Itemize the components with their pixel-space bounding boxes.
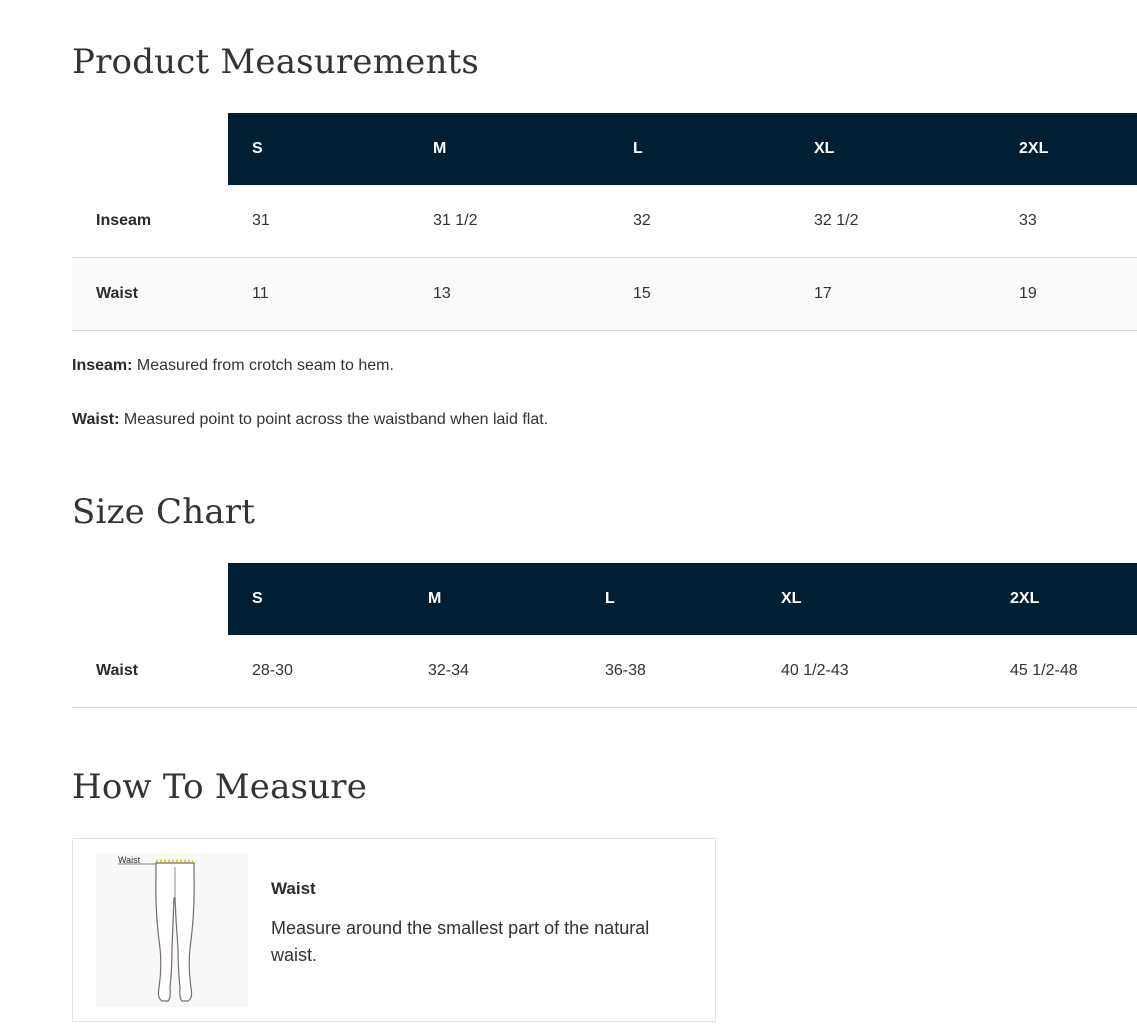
- note-term: Inseam:: [72, 357, 133, 374]
- table-cell: 40 1/2-43: [757, 635, 986, 708]
- row-label-waist: Waist: [72, 258, 228, 331]
- note-text: Measured point to point across the waistband when laid flat.: [123, 411, 549, 428]
- size-header-2xl: 2XL: [986, 563, 1137, 635]
- size-header-2xl: 2XL: [995, 113, 1137, 185]
- table-cell: 19: [995, 258, 1137, 331]
- table-cell: 13: [409, 258, 609, 331]
- size-chart-table: [72, 563, 1137, 708]
- size-header-s: S: [228, 113, 409, 185]
- size-header-m: M: [409, 113, 609, 185]
- inseam-note: [72, 357, 394, 375]
- table-row-waist: [72, 258, 1137, 331]
- measure-card-waist: [72, 838, 716, 1022]
- size-header-xl: XL: [790, 113, 995, 185]
- table-cell: 45 1/2-48: [986, 635, 1137, 708]
- table-cell: 17: [790, 258, 995, 331]
- table-cell: 36-38: [581, 635, 757, 708]
- table-cell: 33: [995, 185, 1137, 258]
- note-text: Measured from crotch seam to hem.: [136, 357, 394, 374]
- table-corner-cell: [72, 563, 228, 635]
- waist-note: [72, 411, 548, 429]
- size-header-l: L: [581, 563, 757, 635]
- size-header-xl: XL: [757, 563, 986, 635]
- table-header-row: [72, 563, 1137, 635]
- table-cell: 15: [609, 258, 790, 331]
- table-cell: 28-30: [228, 635, 404, 708]
- size-header-s: S: [228, 563, 404, 635]
- row-label-waist: Waist: [72, 635, 228, 708]
- table-header-row: [72, 113, 1137, 185]
- table-corner-cell: [72, 113, 228, 185]
- how-to-measure-title: How To Measure: [72, 767, 368, 807]
- measure-item-description: Measure around the smallest part of the natural waist.: [271, 918, 650, 965]
- measure-item-title: Waist: [271, 879, 316, 898]
- measure-text: [271, 879, 691, 969]
- product-measurements-table: [72, 113, 1137, 331]
- diagram-waist-label: Waist: [118, 855, 141, 865]
- table-cell: 32 1/2: [790, 185, 995, 258]
- table-cell: 31: [228, 185, 409, 258]
- table-cell: 32-34: [404, 635, 581, 708]
- table-cell: 32: [609, 185, 790, 258]
- note-term: Waist:: [72, 411, 120, 428]
- table-row-inseam: [72, 185, 1137, 258]
- size-header-l: L: [609, 113, 790, 185]
- pants-waist-diagram-icon: [96, 853, 248, 1007]
- size-header-m: M: [404, 563, 581, 635]
- row-label-inseam: Inseam: [72, 185, 228, 258]
- product-measurements-title: Product Measurements: [72, 42, 480, 82]
- size-chart-title: Size Chart: [72, 492, 256, 532]
- table-cell: 11: [228, 258, 409, 331]
- table-cell: 31 1/2: [409, 185, 609, 258]
- table-row-waist: [72, 635, 1137, 708]
